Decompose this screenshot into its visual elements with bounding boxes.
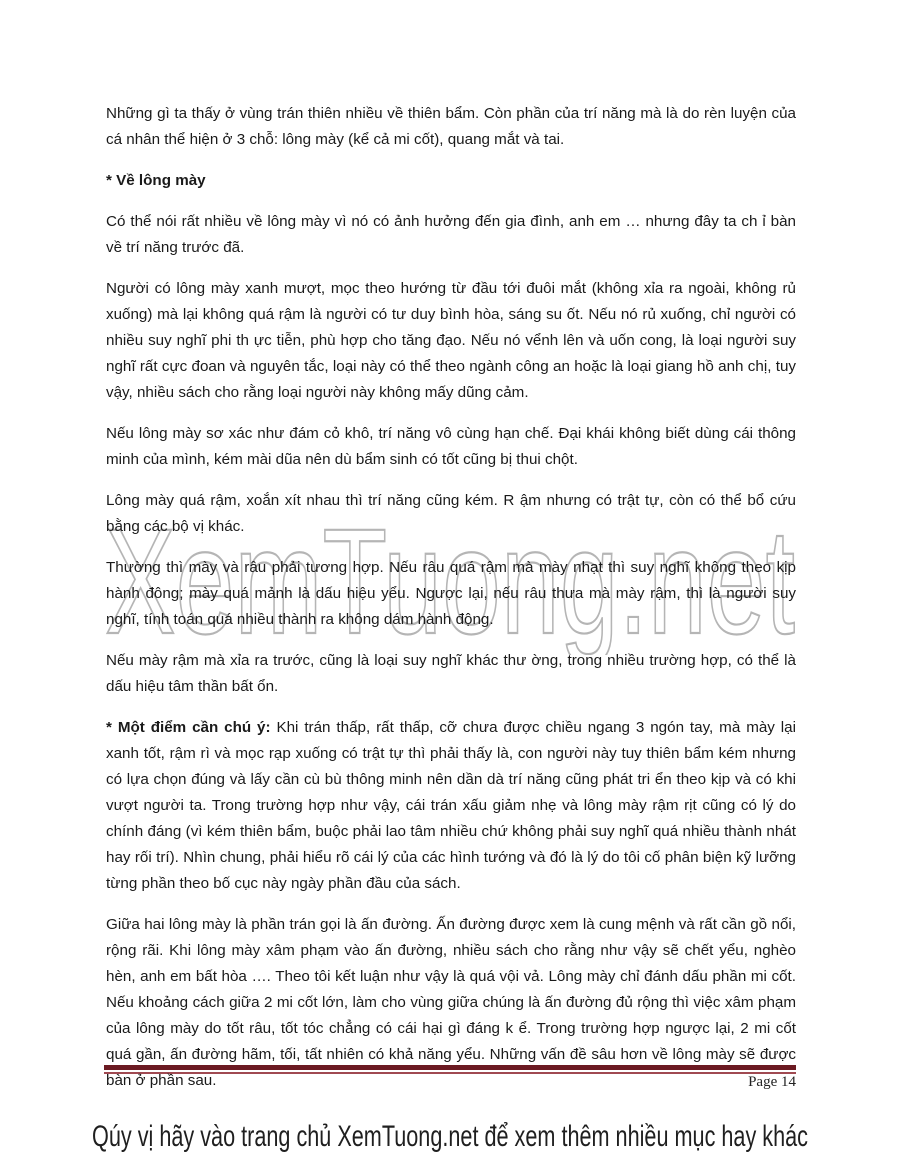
- section-heading: * Về lông mày: [106, 172, 206, 189]
- note-text: Khi trán thấp, rất thấp, cỡ chưa được chiều ngang 3 ngón tay, mà mày lại xanh tốt, rậm rì và mọc rạp xuống có trật tự thì phải thấy là, con người này tuy thiên bẩm kém nhưng có lựa chọn đúng và lấy cần cù bù thông minh nên dần dà trí năng cũng phát tri ển theo kịp và có khi vượt người ta. Trong trường hợp như vậy, cái trán xấu giảm nhẹ và lông mày rậm rịt cũng có lý do chính đáng (vì kém thiên bẩm, buộc phải lao tâm nhiều chứ không phải suy nghĩ quá nhiều thành nhát hay rối trí). Nhìn chung, phải hiểu rõ cái lý của các hình tướng và đó là lý do tôi cố phân biện kỹ lưỡng từng phần theo bố cục này ngày phần đầu của sách.: [106, 719, 796, 892]
- promo-text: Qúy vị hãy vào trang chủ XemTuong.net để xem thêm nhiều mục hay khác: [92, 1120, 808, 1153]
- document-body: [106, 101, 796, 1109]
- paragraph: Nếu lông mày sơ xác như đám cỏ khô, trí năng vô cùng hạn chế. Đại khái không biết dùng cái thông minh của mình, kém mài dũa nên dù bẩm sinh có tốt cũng bị thui chột.: [106, 425, 796, 468]
- page-number: Page 14: [748, 1074, 796, 1090]
- paragraph: Lông mày quá rậm, xoắn xít nhau thì trí năng cũng kém. R ậm nhưng có trật tự, còn có thể bổ cứu bằng các bộ vị khác.: [106, 492, 796, 535]
- paragraph: Có thể nói rất nhiều về lông mày vì nó có ảnh hưởng đến gia đình, anh em … nhưng đây ta ch ỉ bàn về trí năng trước đã.: [106, 213, 796, 256]
- note-label: * Một điểm cần chú ý:: [106, 719, 271, 736]
- paragraph: Những gì ta thấy ở vùng trán thiên nhiều về thiên bẩm. Còn phần của trí năng mà là do rèn luyện của cá nhân thể hiện ở 3 chỗ: lông mày (kể cả mi cốt), quang mắt và tai.: [106, 105, 796, 148]
- note-paragraph: [106, 715, 796, 897]
- watermark-text: XemTuong.net: [105, 505, 795, 655]
- paragraph: Nếu mày rậm mà xỉa ra trước, cũng là loại suy nghĩ khác thư ờng, trong nhiều trường hợp, có thể là dấu hiệu tâm thần bất ổn.: [106, 652, 796, 695]
- paragraph: Thường thì mày và râu phải tương hợp. Nếu râu quá rậm mà mày nhạt thì suy nghĩ không theo kịp hành đông; mày quá mảnh là dấu hiệu yểu. Ngược lại, nếu râu thưa mà mày rậm, thì là người suy nghĩ, tính toán quá nhiều thành ra không dám hành động.: [106, 559, 796, 628]
- paragraph: Người có lông mày xanh mượt, mọc theo hướng từ đầu tới đuôi mắt (không xỉa ra ngoài, không rủ xuống) mà lại không quá rậm là người có tư duy bình hòa, sáng su ốt. Nếu nó rủ xuống, chỉ người có nhiều suy nghĩ phi th ực tiễn, phù hợp cho tăng đạo. Nếu nó vểnh lên và uốn cong, là loại người suy nghĩ rất cực đoan và nguyên tắc, loại này có thể theo ngành công an hoặc là loại giang hồ anh chị, tuy vậy, nhiều sách cho rằng loại người này không mấy dũng cảm.: [106, 280, 796, 401]
- paragraph: Giữa hai lông mày là phần trán gọi là ấn đường. Ấn đường được xem là cung mệnh và rất cần gồ nổi, rộng rãi. Khi lông mày xâm phạm vào ấn đường, nhiều sách cho rằng như vậy sẽ chết yểu, nghèo hèn, anh em bất hòa …. Theo tôi kết luận như vậy là quá vội vả. Lông mày chỉ đánh dấu phần mi cốt. Nếu khoảng cách giữa 2 mi cốt lớn, làm cho vùng giữa chúng là ấn đường đủ rộng thì việc xâm phạm của lông mày do tốt râu, tốt tóc chẳng có cái hại gì đáng k ể. Trong trường hợp ngược lại, 2 mi cốt quá gần, ấn đường hãm, tối, tất nhiên có khả năng yểu. Những vấn đề sâu hơn về lông mày sẽ được bàn ở phần sau.: [106, 916, 796, 1089]
- promo-banner: [92, 1117, 808, 1157]
